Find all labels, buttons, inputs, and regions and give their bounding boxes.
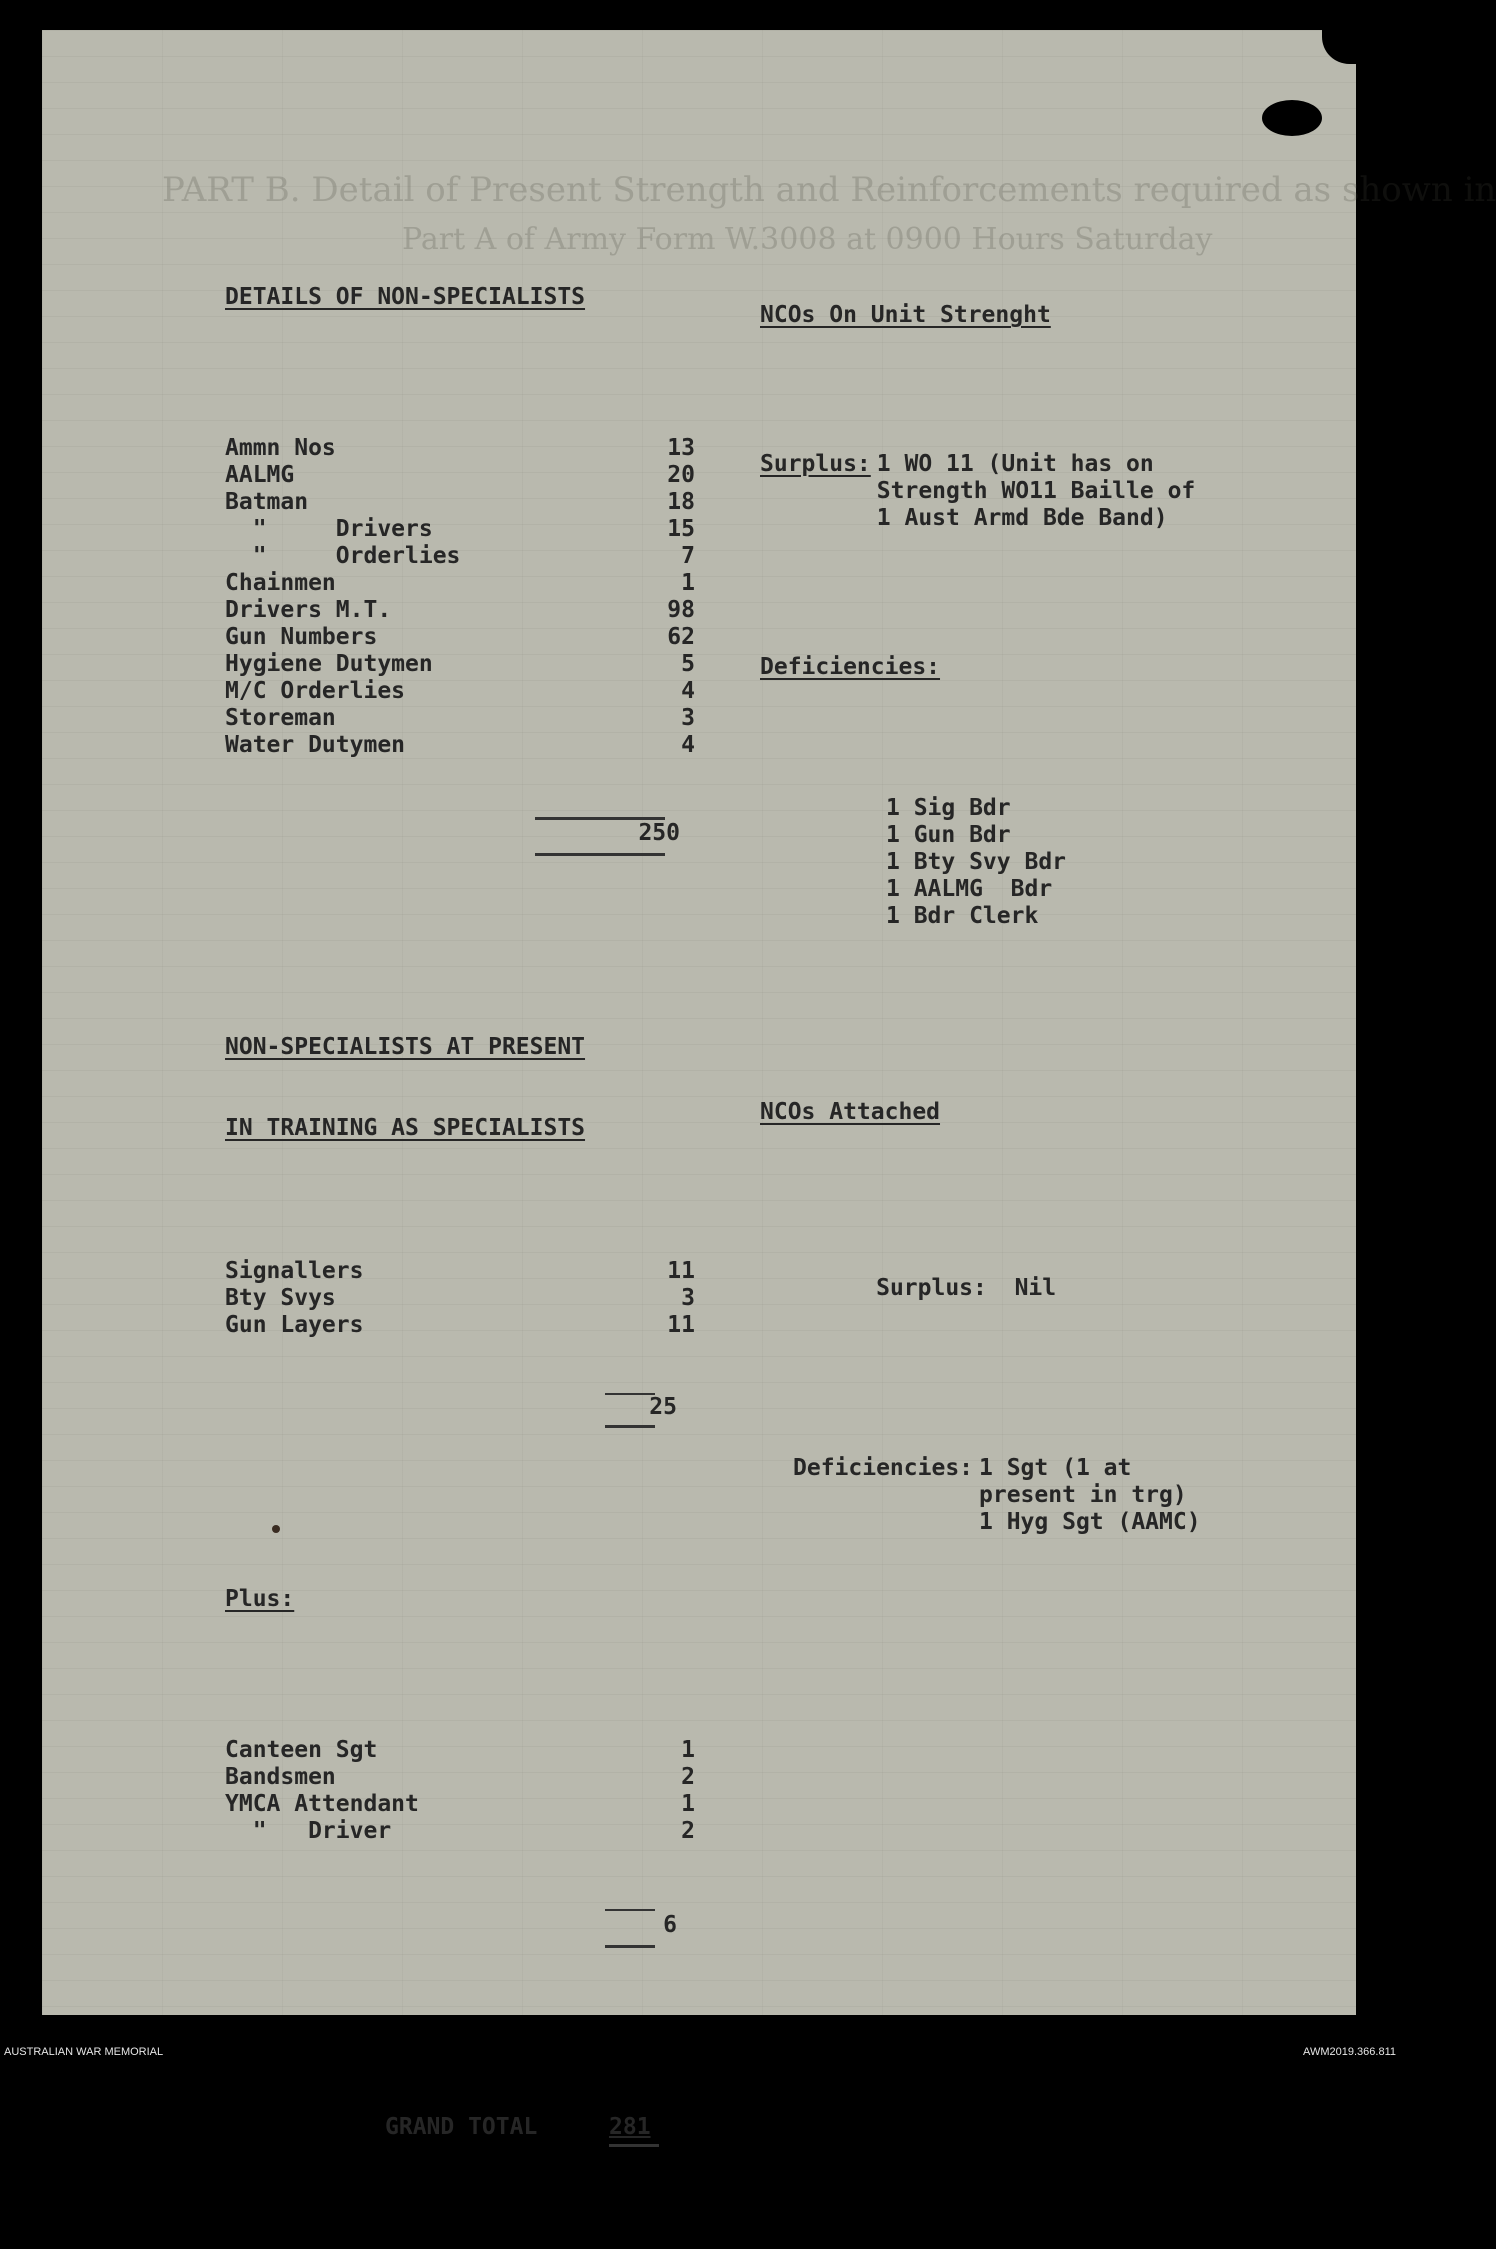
text-line: 1 Gun Bdr xyxy=(886,822,1011,848)
text-line: Strength WO11 Baille of xyxy=(876,478,1196,504)
text-line: 1 Aust Armd Bde Band) xyxy=(876,505,1168,531)
non-specialists-title: DETAILS OF NON-SPECIALISTS xyxy=(225,284,586,310)
attached-deficiencies-lines xyxy=(973,1455,1201,1536)
item-label: AALMG xyxy=(225,462,295,488)
item-label: Canteen Sgt xyxy=(225,1737,378,1763)
nco-attached-title: NCOs Attached xyxy=(760,1099,941,1125)
item-value: 1 xyxy=(681,1791,695,1817)
list-item xyxy=(225,732,695,759)
list-item xyxy=(225,516,695,543)
list-item xyxy=(225,543,695,570)
nco-attached-surplus xyxy=(760,1248,1320,1329)
grand-total-value: 281 xyxy=(609,2114,651,2140)
surplus-lines xyxy=(871,451,1196,532)
item-label: Ammn Nos xyxy=(225,435,336,461)
list-item xyxy=(225,1312,695,1339)
item-label: " Orderlies xyxy=(225,543,461,569)
item-value: 1 xyxy=(681,1737,695,1763)
training-title-line1: NON-SPECIALISTS AT PRESENT xyxy=(225,1034,586,1060)
text-line: 1 Bty Svy Bdr xyxy=(886,849,1067,875)
item-value: 13 xyxy=(667,435,695,461)
sum-double-rule xyxy=(605,1425,655,1428)
item-label: " Drivers xyxy=(225,516,433,542)
text-line: 1 AALMG Bdr xyxy=(886,876,1053,902)
list-item xyxy=(225,1791,695,1818)
item-label: Gun Numbers xyxy=(225,624,378,650)
text-line: 1 Bdr Clerk xyxy=(886,903,1039,929)
item-value: 3 xyxy=(681,1285,695,1311)
text-line: present in trg) xyxy=(979,1482,1187,1508)
sum-rule xyxy=(605,1393,655,1395)
item-label: M/C Orderlies xyxy=(225,678,406,704)
nco-strength-surplus xyxy=(760,451,1320,532)
grand-total-row xyxy=(225,2114,695,2154)
sum-double-rule xyxy=(535,853,665,856)
surplus-label: Surplus: xyxy=(760,451,871,477)
grand-total-double-rule xyxy=(609,2144,659,2147)
plus-title: Plus: xyxy=(225,1586,295,1612)
attached-surplus-value: Nil xyxy=(1014,1275,1057,1301)
list-item xyxy=(225,1818,695,1845)
torn-corner-hole xyxy=(1262,100,1322,136)
list-item xyxy=(225,597,695,624)
item-label: Storeman xyxy=(225,705,336,731)
item-value: 62 xyxy=(667,624,695,650)
item-label: Bandsmen xyxy=(225,1764,336,1790)
training-total: 25 xyxy=(649,1394,677,1420)
torn-corner xyxy=(1322,30,1356,64)
list-item xyxy=(225,651,695,678)
text-line: 1 Sgt (1 at xyxy=(979,1455,1132,1481)
training-list xyxy=(225,1258,695,1339)
right-column xyxy=(760,248,1320,1590)
item-label: Hygiene Dutymen xyxy=(225,651,433,677)
list-item xyxy=(225,1764,695,1791)
deficiencies-label: Deficiencies: xyxy=(760,654,941,680)
item-value: 2 xyxy=(681,1764,695,1790)
item-label: Gun Layers xyxy=(225,1312,364,1338)
plus-list xyxy=(225,1737,695,1845)
item-label: Batman xyxy=(225,489,309,515)
bleed-through-text: PART B. Detail of Present Strength and Reinforcements required as shown in xyxy=(162,170,1496,210)
list-item xyxy=(225,705,695,732)
footer-accession: AWM2019.366.811 xyxy=(1303,2046,1396,2058)
item-label: Water Dutymen xyxy=(225,732,406,758)
item-value: 15 xyxy=(667,516,695,542)
non-specialists-total: 250 xyxy=(638,820,680,846)
item-label: Signallers xyxy=(225,1258,364,1284)
item-value: 1 xyxy=(681,570,695,596)
text-line: 1 WO 11 (Unit has on xyxy=(876,451,1154,477)
text-line: 1 Sig Bdr xyxy=(886,795,1011,821)
left-column xyxy=(225,230,695,2208)
list-item xyxy=(225,1737,695,1764)
item-value: 5 xyxy=(681,651,695,677)
training-total-block xyxy=(225,1393,695,1433)
nco-attached-deficiencies xyxy=(760,1455,1320,1536)
deficiencies-list xyxy=(760,795,1320,930)
item-value: 2 xyxy=(681,1818,695,1844)
list-item xyxy=(225,624,695,651)
list-item xyxy=(225,462,695,489)
plus-total: 6 xyxy=(663,1912,677,1938)
item-label: Bty Svys xyxy=(225,1285,336,1311)
item-label: Drivers M.T. xyxy=(225,597,392,623)
list-item xyxy=(225,489,695,516)
nco-strength-title: NCOs On Unit Strenght xyxy=(760,302,1051,328)
item-value: 11 xyxy=(667,1312,695,1338)
item-value: 7 xyxy=(681,543,695,569)
non-specialists-total-block xyxy=(225,813,695,857)
sum-double-rule xyxy=(605,1945,655,1948)
item-value: 4 xyxy=(681,678,695,704)
bleed-through-text: Part A of Army Form W.3008 at 0900 Hours Saturday xyxy=(402,222,1213,257)
item-label: Chainmen xyxy=(225,570,336,596)
text-line: 1 Hyg Sgt (AAMC) xyxy=(979,1509,1201,1535)
item-value: 18 xyxy=(667,489,695,515)
list-item xyxy=(225,1285,695,1312)
item-value: 3 xyxy=(681,705,695,731)
item-value: 4 xyxy=(681,732,695,758)
attached-deficiencies-label: Deficiencies: xyxy=(793,1455,974,1481)
grand-total-label: GRAND TOTAL xyxy=(385,2114,538,2140)
attached-surplus-label: Surplus: xyxy=(876,1275,987,1301)
plus-total-block xyxy=(225,1899,695,1951)
training-title-line2: IN TRAINING AS SPECIALISTS xyxy=(225,1115,586,1141)
list-item xyxy=(225,678,695,705)
list-item xyxy=(225,570,695,597)
item-value: 98 xyxy=(667,597,695,623)
footer-credit: AUSTRALIAN WAR MEMORIAL xyxy=(4,2046,164,2058)
list-item xyxy=(225,435,695,462)
item-value: 11 xyxy=(667,1258,695,1284)
item-value: 20 xyxy=(667,462,695,488)
sum-rule xyxy=(605,1909,655,1911)
non-specialists-list xyxy=(225,435,695,759)
item-label: " Driver xyxy=(225,1818,392,1844)
item-label: YMCA Attendant xyxy=(225,1791,419,1817)
list-item xyxy=(225,1258,695,1285)
